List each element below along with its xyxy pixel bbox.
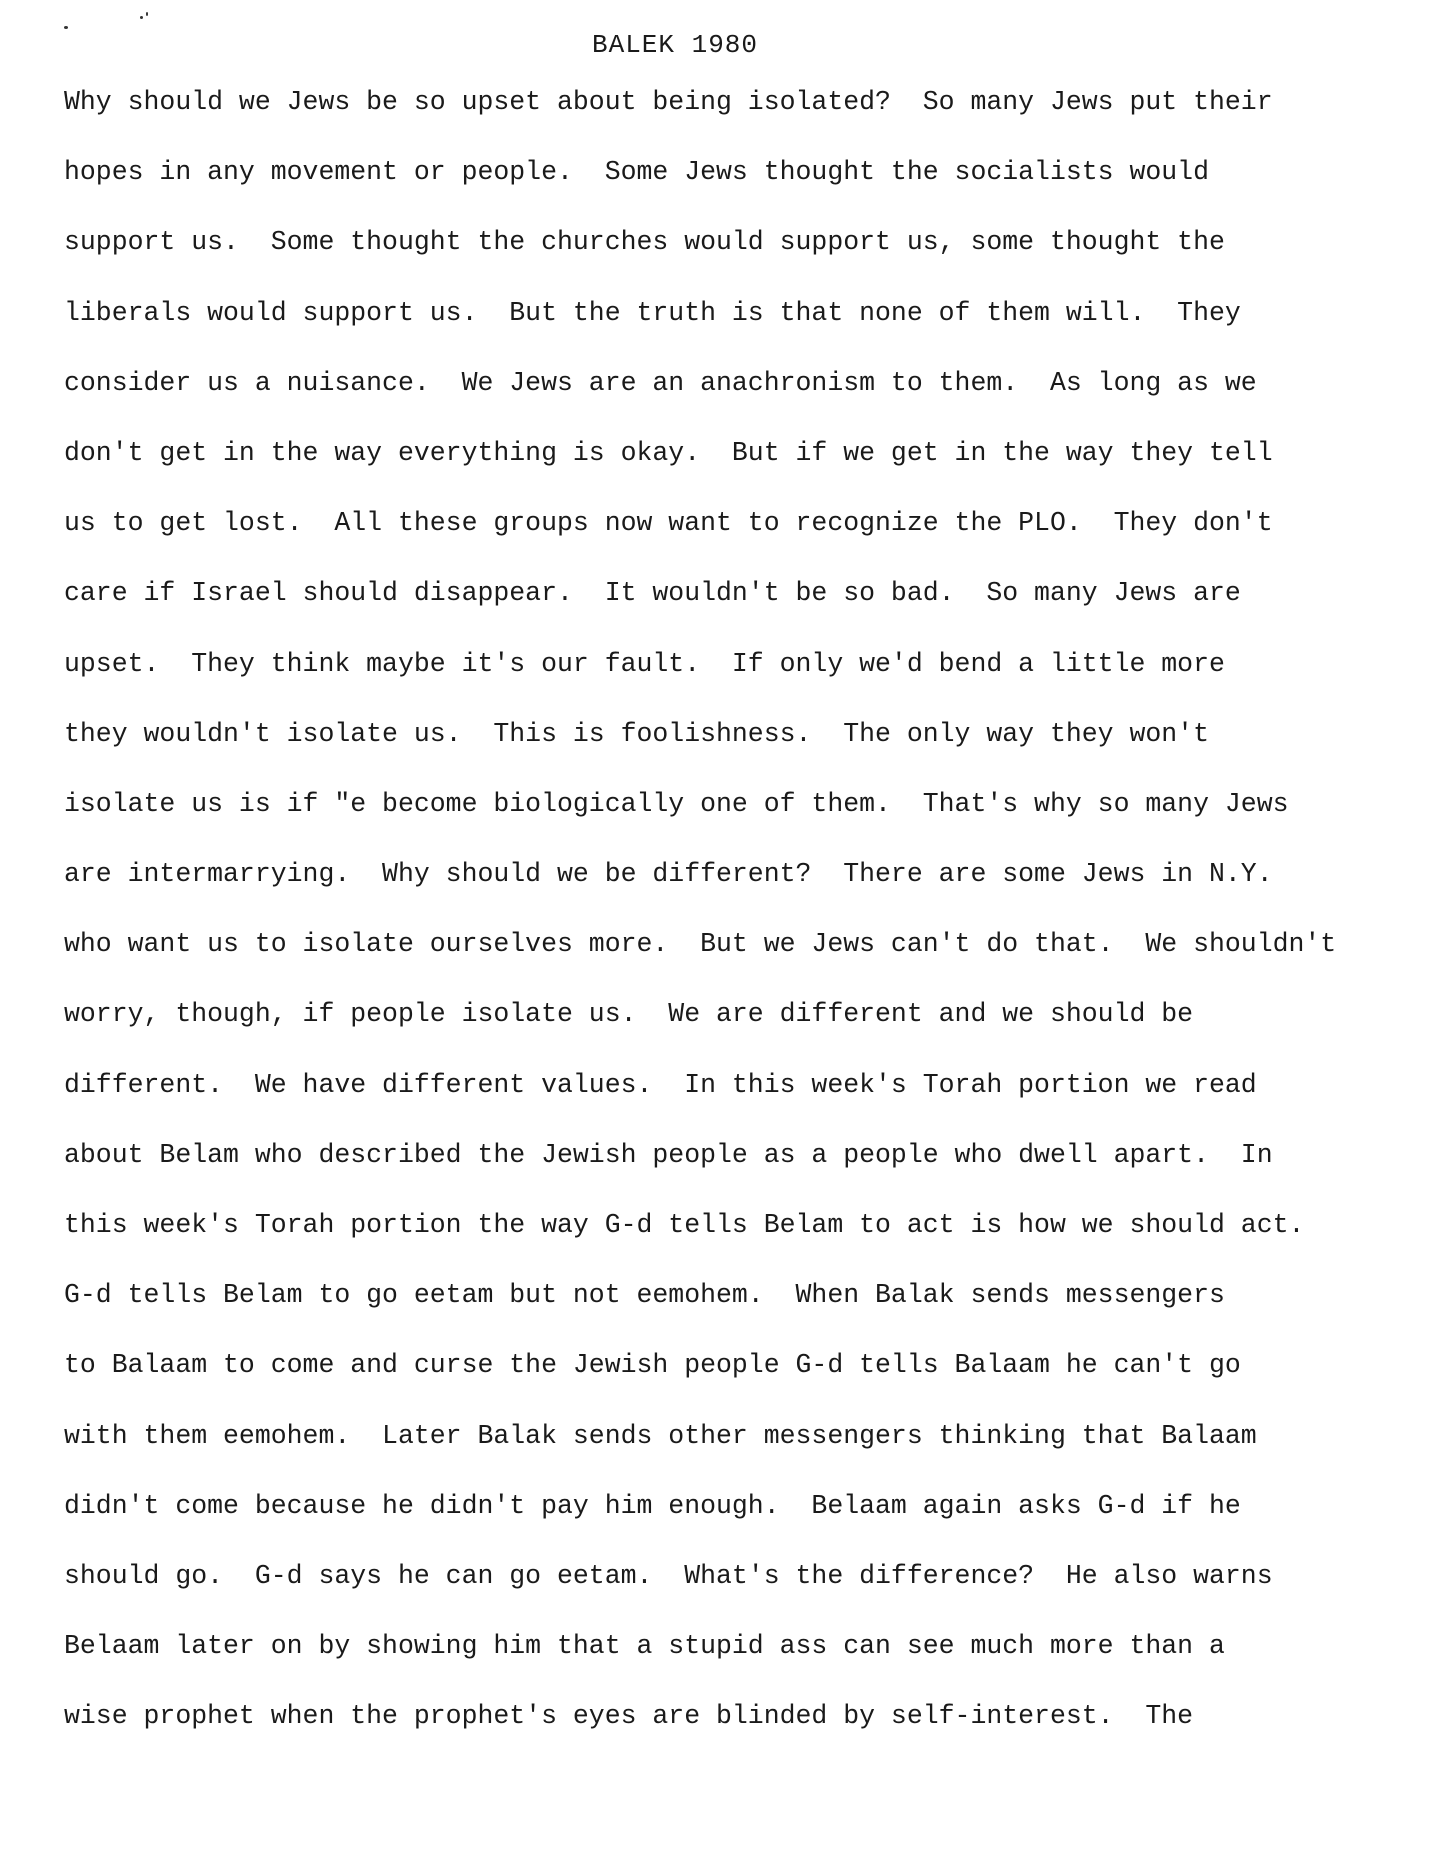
text-line: upset. They think maybe it's our fault. If only we'd bend a little more <box>64 648 1225 679</box>
text-line: should go. G-d says he can go eetam. What's the difference? He also warns <box>64 1560 1273 1591</box>
text-line: liberals would support us. But the truth is that none of them will. They <box>64 297 1241 328</box>
text-line: G-d tells Belam to go eetam but not eemohem. When Balak sends messengers <box>64 1280 1225 1311</box>
document-body <box>64 82 1414 1767</box>
text-line: this week's Torah portion the way G-d tells Belam to act is how we should act. <box>64 1210 1305 1240</box>
text-line: Why should we Jews be so upset about being isolated? So many Jews put their <box>64 87 1273 117</box>
text-line: wise prophet when the prophet's eyes are blinded by self-interest. The <box>64 1701 1194 1732</box>
text-line: they wouldn't isolate us. This is foolishness. The only way they won't <box>64 718 1209 749</box>
text-line: about Belam who described the Jewish people as a people who dwell apart. In <box>64 1139 1273 1170</box>
text-line: with them eemohem. Later Balak sends other messengers thinking that Balaam <box>64 1420 1257 1451</box>
text-line: isolate us is if "e become biologically one of them. That's why so many Jews <box>64 788 1289 819</box>
text-line: are intermarrying. Why should we be different? There are some Jews in N.Y. <box>64 859 1273 890</box>
text-line: different. We have different values. In this week's Torah portion we read <box>64 1069 1257 1100</box>
text-line: us to get lost. All these groups now want to recognize the PLO. They don't <box>64 508 1273 539</box>
text-line: to Balaam to come and curse the Jewish people G-d tells Balaam he can't go <box>64 1350 1241 1381</box>
text-line: who want us to isolate ourselves more. But we Jews can't do that. We shouldn't <box>64 929 1337 960</box>
text-line: hopes in any movement or people. Some Jews thought the socialists would <box>64 157 1209 188</box>
scan-speck <box>64 26 68 29</box>
text-line: didn't come because he didn't pay him enough. Belaam again asks G-d if he <box>64 1490 1241 1521</box>
text-line: support us. Some thought the churches would support us, some thought the <box>64 227 1225 258</box>
text-line: don't get in the way everything is okay. But if we get in the way they tell <box>64 437 1273 468</box>
document-title: BALEK 1980 <box>591 30 759 60</box>
scan-speck <box>146 12 148 16</box>
text-line: Belaam later on by showing him that a stupid ass can see much more than a <box>64 1631 1225 1662</box>
scan-speck <box>140 16 143 19</box>
text-line: care if Israel should disappear. It wouldn't be so bad. So many Jews are <box>64 578 1241 609</box>
text-line: consider us a nuisance. We Jews are an anachronism to them. As long as we <box>64 367 1257 398</box>
text-line: worry, though, if people isolate us. We are different and we should be <box>64 999 1194 1030</box>
